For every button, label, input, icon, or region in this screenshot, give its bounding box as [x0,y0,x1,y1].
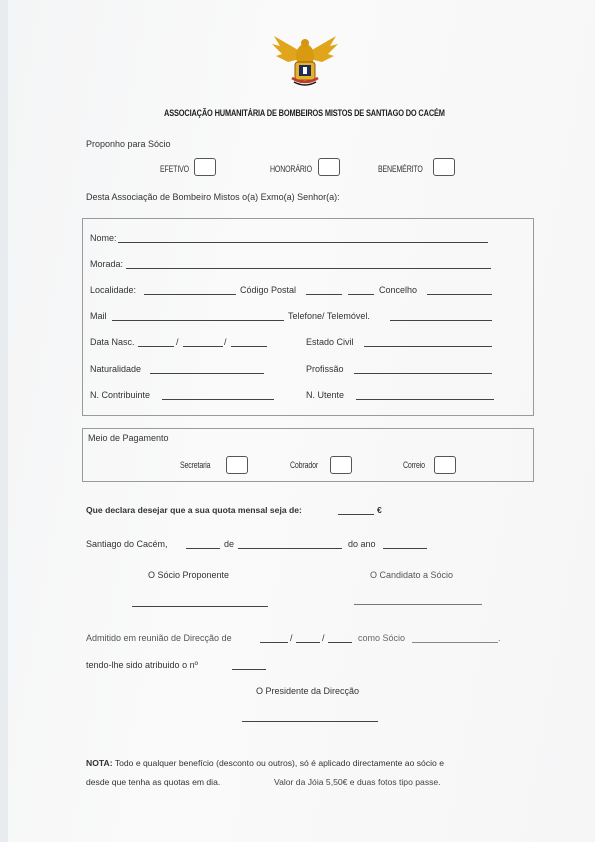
nota-text-2: desde que tenha as quotas em dia. [86,777,221,787]
admission-year-field[interactable] [328,642,352,643]
profissao-field[interactable] [354,373,492,374]
admission-category-field[interactable] [412,642,498,643]
codigo-postal-field-1[interactable] [306,294,342,295]
concelho-field[interactable] [427,294,492,295]
naturalidade-label: Naturalidade [90,364,142,374]
candidato-socio-label: O Candidato a Sócio [370,570,454,580]
payment-cobrador-label: Cobrador [290,460,319,470]
admission-month-field[interactable] [296,642,320,643]
mail-field[interactable] [112,320,284,321]
cobrador-checkbox[interactable] [330,456,352,474]
naturalidade-field[interactable] [150,373,264,374]
admission-slash-2: / [322,633,325,643]
telefone-label: Telefone/ Telemóvel. [288,311,370,321]
data-nasc-day-field[interactable] [138,346,174,347]
morada-label: Morada: [90,259,124,269]
payment-correio-label: Correio [403,460,425,470]
nome-field[interactable] [118,242,488,243]
correio-checkbox[interactable] [434,456,456,474]
date-do-ano-label: do ano [348,539,376,549]
data-nasc-label: Data Nasc. [90,337,135,347]
nota-line-1 [86,758,444,768]
admitido-label: Admitido em reunião de Direcção de [86,633,232,643]
presidente-label: O Presidente da Direcção [256,686,360,696]
golden-eagle-crest-icon [270,34,340,86]
data-nasc-slash-1: / [176,337,179,347]
como-socio-label: como Sócio [358,633,406,643]
contribuinte-label: N. Contribuinte [90,390,151,400]
association-line: Desta Associação de Bombeiro Mistos o(a) Exmo(a) Senhor(a): [86,192,340,202]
nota-label: NOTA: [86,758,113,768]
payment-title: Meio de Pagamento [88,433,169,443]
admission-end-dot: . [498,633,501,643]
nome-label: Nome: [90,233,117,243]
presidente-signature-field[interactable] [242,721,378,722]
socio-proponente-label: O Sócio Proponente [148,570,230,580]
codigo-postal-field-2[interactable] [348,294,374,295]
payment-secretaria-label: Secretaria [180,460,211,470]
quota-text: Que declara desejar que a sua quota mensal seja de: [86,505,302,515]
estado-civil-field[interactable] [364,346,492,347]
estado-civil-label: Estado Civil [306,337,354,347]
localidade-field[interactable] [144,294,236,295]
nota-text-1: Todo e qualquer benefício (desconto ou outros), só é aplicado directamente ao sócio e [114,758,444,768]
benemerito-checkbox[interactable] [433,158,455,176]
admission-day-field[interactable] [260,642,288,643]
localidade-label: Localidade: [90,285,137,295]
date-day-field[interactable] [186,548,220,549]
efetivo-checkbox[interactable] [194,158,216,176]
admission-slash-1: / [290,633,293,643]
utente-field[interactable] [356,399,494,400]
data-nasc-slash-2: / [224,337,227,347]
option-benemerito-label: BENEMÉRITO [378,164,423,174]
numero-socio-field[interactable] [232,669,266,670]
quota-currency: € [377,505,382,515]
date-year-field[interactable] [383,548,427,549]
data-nasc-year-field[interactable] [231,346,267,347]
option-efetivo-label: EFETIVO [160,164,189,174]
socio-proponente-signature-field[interactable] [132,606,268,607]
mail-label: Mail [90,311,107,321]
morada-field[interactable] [126,268,491,269]
date-de-label: de [224,539,235,549]
codigo-postal-label: Código Postal [240,285,297,295]
candidato-socio-signature-field[interactable] [354,604,482,605]
atribuido-label: tendo-lhe sido atribuido o nº [86,660,198,670]
telefone-field[interactable] [390,320,492,321]
profissao-label: Profissão [306,364,344,374]
secretaria-checkbox[interactable] [226,456,248,474]
contribuinte-field[interactable] [162,399,274,400]
honorario-checkbox[interactable] [318,158,340,176]
proposal-intro: Proponho para Sócio [86,139,171,149]
utente-label: N. Utente [306,390,345,400]
date-place-label: Santiago do Cacém, [86,539,168,549]
concelho-label: Concelho [379,285,418,295]
date-month-field[interactable] [238,548,342,549]
association-title: ASSOCIAÇÃO HUMANITÁRIA DE BOMBEIROS MISTOS DE SANTIAGO DO CACÉM [164,108,445,119]
data-nasc-month-field[interactable] [183,346,223,347]
form-sheet [8,0,595,842]
quota-value-field[interactable] [338,514,374,515]
nota-text-3: Valor da Jóia 5,50€ e duas fotos tipo passe. [274,777,441,787]
option-honorario-label: HONORÁRIO [270,164,312,174]
